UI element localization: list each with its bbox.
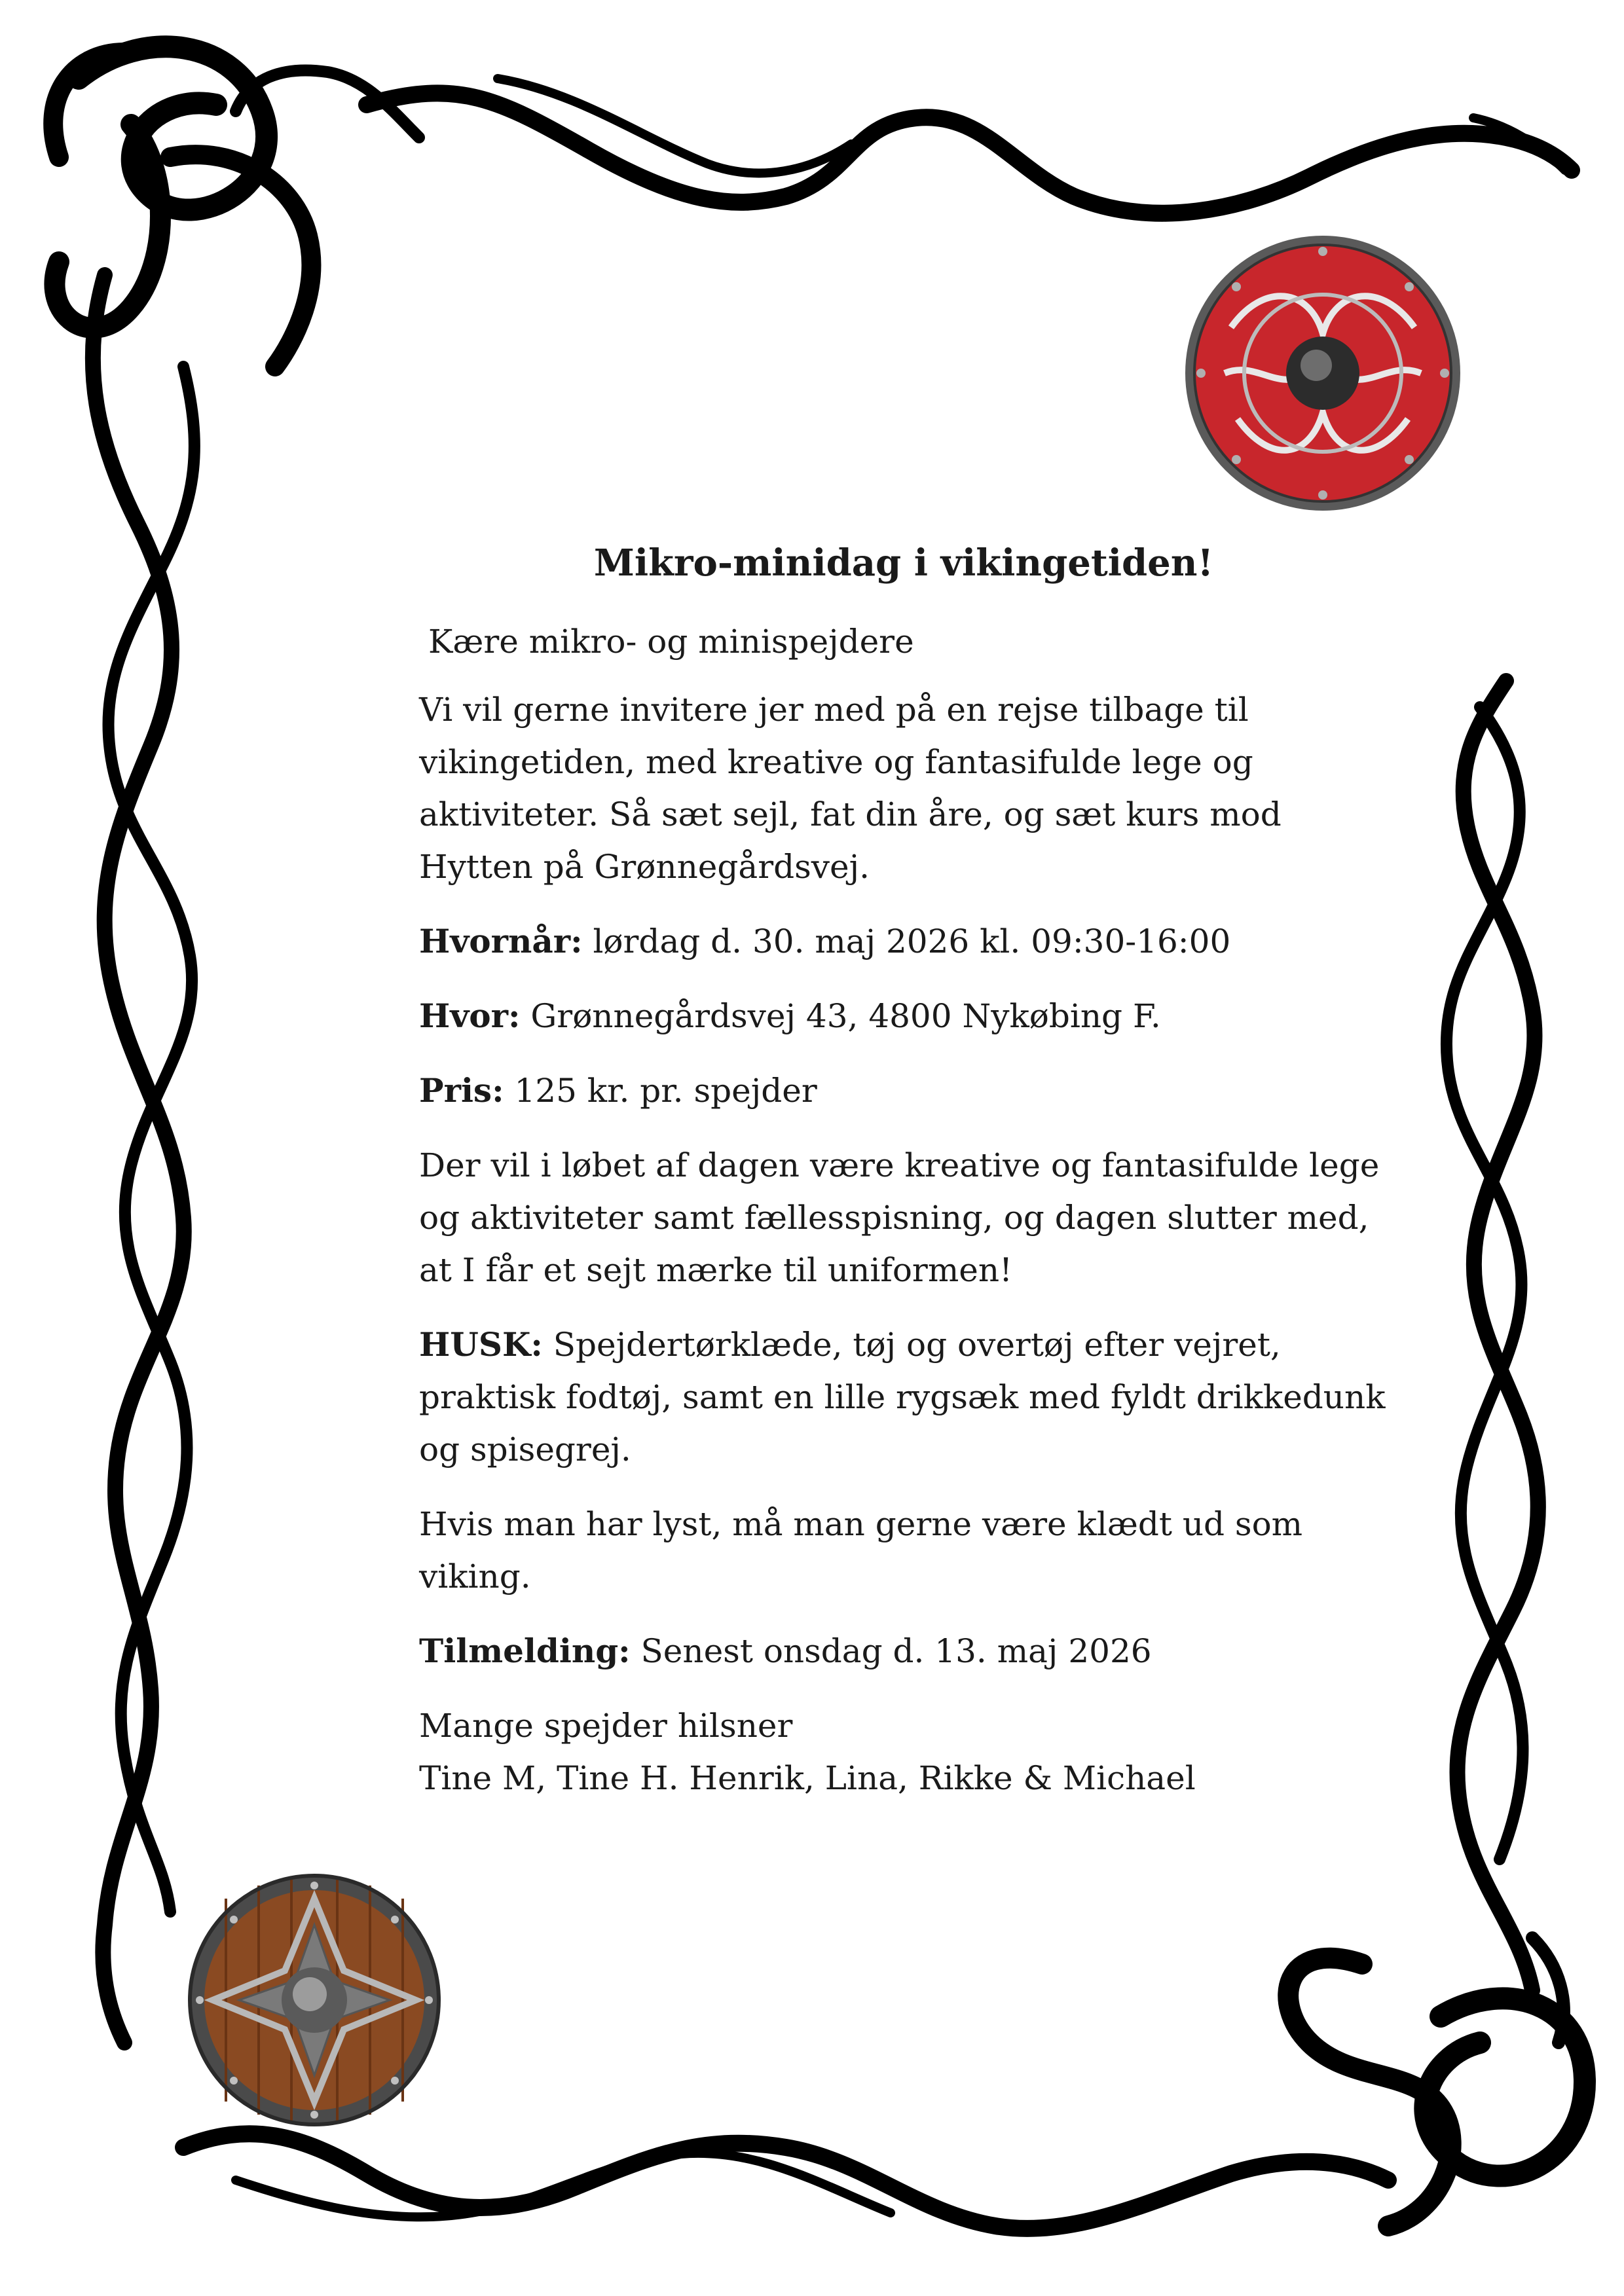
- price-label: Pris:: [419, 1071, 504, 1110]
- wooden-viking-shield-image: [187, 1872, 442, 2128]
- greeting: Kære mikro- og minispejdere: [428, 623, 914, 661]
- costume-note: Hvis man har lyst, må man gerne være klædt ud som viking.: [419, 1505, 1303, 1595]
- when-value: lørdag d. 30. maj 2026 kl. 09:30-16:00: [582, 922, 1231, 960]
- price-value: 125 kr. pr. spejder: [504, 1072, 817, 1110]
- signup-label: Tilmelding:: [419, 1631, 631, 1670]
- signup-line: [419, 1625, 1401, 1677]
- when-line: [419, 915, 1401, 968]
- price-line: [419, 1065, 1401, 1117]
- signup-value: Senest onsdag d. 13. maj 2026: [630, 1632, 1152, 1670]
- remember-label: HUSK:: [419, 1325, 543, 1364]
- page-title: Mikro-minidag i vikingetiden!: [593, 541, 1214, 585]
- closing: Mange spejder hilsner: [419, 1707, 793, 1745]
- invitation-text: [419, 537, 1401, 1804]
- day-description: Der vil i løbet af dagen være kreative og fantasifulde lege og aktiviteter samt fællesspisning, og dagen slutter med, at I får et sejt mærke til uniformen!: [419, 1146, 1380, 1289]
- where-value: Grønnegårdsvej 43, 4800 Nykøbing F.: [520, 997, 1161, 1035]
- remember-value: Spejdertørklæde, tøj og overtøj efter vejret, praktisk fodtøj, samt en lille rygsæk med fyldt drikkedunk og spisegrej.: [419, 1326, 1386, 1468]
- when-label: Hvornår:: [419, 922, 583, 960]
- red-viking-shield-image: [1179, 229, 1467, 517]
- intro-paragraph: Vi vil gerne invitere jer med på en rejse tilbage til vikingetiden, med kreative og fantasifulde lege og aktiviteter. Så sæt sejl, fat din åre, og sæt kurs mod Hytten på Grønnegårdsvej.: [419, 691, 1282, 886]
- remember-line: [419, 1319, 1401, 1476]
- where-line: [419, 990, 1401, 1042]
- signatures: Tine M, Tine H. Henrik, Lina, Rikke & Michael: [419, 1759, 1196, 1797]
- where-label: Hvor:: [419, 996, 521, 1035]
